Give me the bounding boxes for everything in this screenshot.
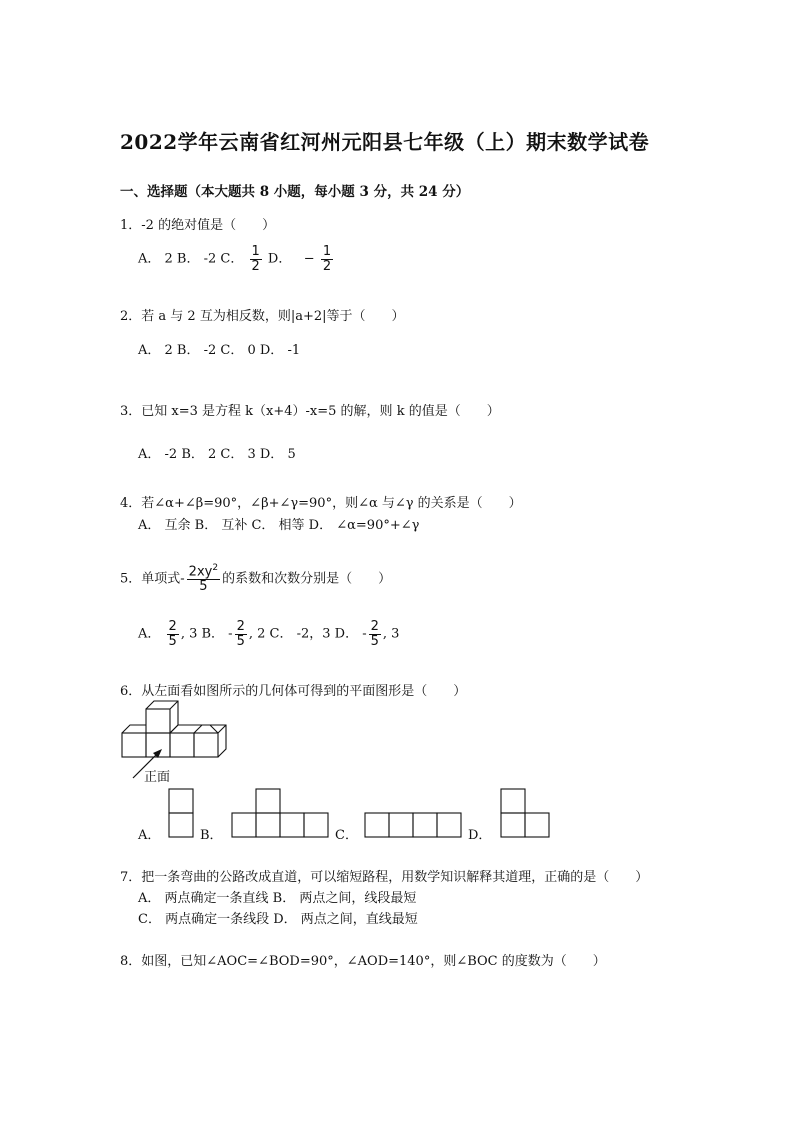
q5-a-num: 2: [168, 619, 177, 634]
option-d-figure: [501, 789, 549, 837]
question-3-options: A． -2 B． 2 C． 3 D． 5: [138, 447, 296, 462]
question-1-stem: 1．-2 的绝对值是（ ）: [120, 218, 276, 233]
q5-d-den: 5: [370, 633, 379, 649]
q5-frac-num-base: 2xy: [188, 564, 213, 580]
q5-d-num: 2: [370, 619, 379, 634]
q1-frac-d-sign: −: [303, 251, 315, 267]
question-6-stem: 6．从左面看如图所示的几何体可得到的平面图形是（ ）: [120, 684, 467, 699]
front-label: 正面: [144, 770, 171, 785]
q1-options-ab: A． 2 B． -2 C．: [138, 251, 244, 267]
q6-option-b-label: B．: [200, 828, 223, 843]
q1-frac-d-den: 2: [322, 258, 332, 274]
section-header: 一、选择题（本大题共 8 小题，每小题 3 分，共 24 分）: [120, 184, 470, 200]
question-2-stem: 2．若 a 与 2 互为相反数，则|a+2|等于（ ）: [120, 309, 405, 324]
q5-a-label: A．: [138, 626, 161, 642]
option-b-figure: [232, 789, 328, 837]
q5-b-num: 2: [236, 619, 245, 634]
q1-frac-d-num: 1: [322, 244, 332, 259]
q1-frac-c-den: 2: [251, 258, 260, 274]
q5-a-den: 5: [168, 633, 177, 649]
q5-frac-num-sup: 2: [212, 563, 219, 573]
q5-b-tail: , 2 C． -2，3 D． -: [248, 626, 367, 642]
question-8-stem: 8．如图，已知∠AOC=∠BOD=90°，∠AOD=140°，则∠BOC 的度数为（ ）: [120, 954, 606, 969]
q5-suffix: 的系数和次数分别是（ ）: [222, 571, 392, 587]
q6-option-a-label: A．: [138, 828, 161, 843]
q5-prefix: 5．单项式-: [120, 571, 185, 587]
question-7-options-line2: C． 两点确定一条线段 D． 两点之间，直线最短: [138, 912, 418, 927]
q6-option-c-label: C．: [335, 828, 358, 843]
q5-frac-den: 5: [199, 578, 208, 594]
q1-frac-c-num: 1: [251, 244, 260, 259]
q5-d-tail: , 3: [382, 626, 400, 642]
q6-option-d-label: D．: [468, 828, 492, 843]
question-2-options: A． 2 B． -2 C． 0 D． -1: [138, 343, 301, 358]
option-c-figure: [365, 813, 461, 837]
question-3-stem: 3．已知 x=3 是方程 k（x+4）-x=5 的解，则 k 的值是（ ）: [120, 404, 500, 419]
question-4-options: A． 互余 B． 互补 C． 相等 D． ∠α=90°+∠γ: [138, 518, 420, 533]
page-title: 2022学年云南省红河州元阳县七年级（上）期末数学试卷: [120, 130, 650, 154]
q5-b-den: 5: [236, 633, 245, 649]
question-4-stem: 4．若∠α+∠β=90°，∠β+∠γ=90°，则∠α 与∠γ 的关系是（ ）: [120, 496, 522, 511]
q1-option-d-label: D．: [267, 251, 292, 267]
option-a-figure: [169, 789, 193, 837]
question-7-stem: 7．把一条弯曲的公路改成直道，可以缩短路程，用数学知识解释其道理，正确的是（ ）: [120, 870, 649, 885]
question-7-options-line1: A． 两点确定一条直线 B． 两点之间，线段最短: [138, 891, 417, 906]
q5-a-tail: , 3 B． -: [180, 626, 233, 642]
